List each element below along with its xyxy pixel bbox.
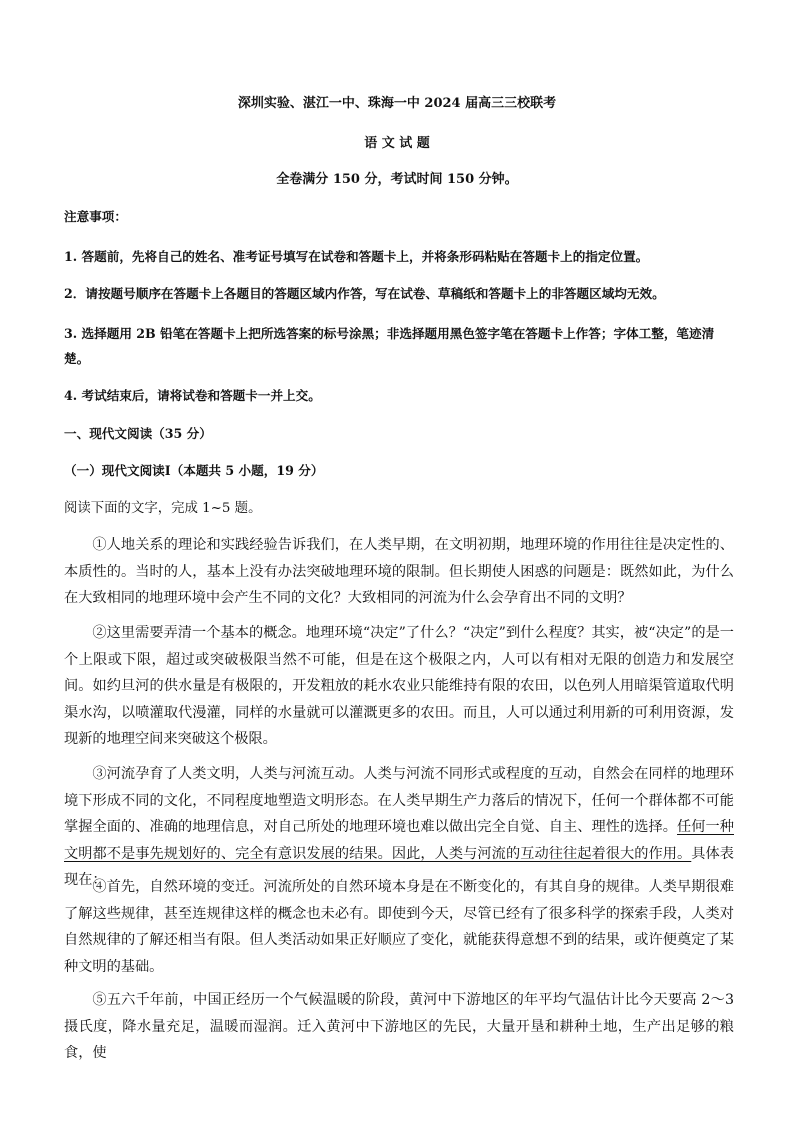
exam-title: 深圳实验、湛江一中、珠海一中 2024 届高三三校联考 [237, 96, 557, 111]
notice-item-2: 2．请按题号顺序在答题卡上各题目的答题区域内作答，写在试卷、草稿纸和答题卡上的非答题区域均无效。 [64, 286, 665, 301]
notice-item-1: 1. 答题前，先将自己的姓名、准考证号填写在试卷和答题卡上，并将条形码粘贴在答题卡上的指定位置。 [64, 249, 649, 264]
notice-item-3: 3. 选择题用 2B 铅笔在答题卡上把所选答案的标号涂黑；非选择题用黑色签字笔在答题卡上作答；字体工整，笔迹清楚。 [64, 326, 715, 366]
score-time-info: 全卷满分 150 分，考试时间 150 分钟。 [276, 172, 518, 187]
subsection-title: （一）现代文阅读Ⅰ（本题共 5 小题，19 分） [64, 463, 324, 478]
reading-instruction: 阅读下面的文字，完成 1~5 题。 [64, 501, 262, 516]
passage-paragraph-2: ②这里需要弄清一个基本的概念。地理环境“决定”了什么？“决定”到什么程度？其实，被“决定”的是一个上限或下限，超过或突破极限当然不可能，但是在这个极限之内，人可以有相对无限的创造力和发展空间。如约旦河的供水量是有极限的，开发粗放的耗水农业只能维持有限的农田，以色列人用暗渠管道取代明渠水沟，以喷灌取代漫灌，同样的水量就可以灌溉更多的农田。而且，人可以通过利用新的可利用资源，发现新的地理空间来突破这个极限。 [64, 625, 734, 747]
subject-title: 语 文 试 题 [364, 136, 430, 151]
paragraph-3-tail: 具体表现在： [64, 845, 734, 888]
underlined-sentence: 任何一种文明都不是事先规划好的、完全有意识发展的结果。因此，人类与河流的互动往往起着很大的作用。 [64, 819, 734, 862]
notice-item-4: 4. 考试结束后，请将试卷和答题卡一并上交。 [64, 388, 321, 403]
passage-paragraph-5: ⑤五六千年前，中国正经历一个气候温暖的阶段，黄河中下游地区的年平均气温估计比今天要高 2～3 摄氏度，降水量充足，温暖而湿润。迁入黄河中下游地区的先民，大量开垦和耕种土地，生产出足够的粮食，使 [64, 992, 734, 1061]
passage-paragraph-4: ④首先，自然环境的变迁。河流所处的自然环境本身是在不断变化的，有其自身的规律。人类早期很难了解这些规律，甚至连规律这样的概念也未必有。即使到今天，尽管已经有了很多科学的探索手段，人类对自然规律的了解还相当有限。但人类活动如果正好顺应了变化，就能获得意想不到的结果，或许便奠定了某种文明的基础。 [64, 879, 734, 975]
passage-paragraph-1: ①人地关系的理论和实践经验告诉我们，在人类早期，在文明初期，地理环境的作用往往是决定性的、本质性的。当时的人，基本上没有办法突破地理环境的限制。但长期使人困惑的问题是：既然如此，为什么在大致相同的地理环境中会产生不同的文化？大致相同的河流为什么会孕育出不同的文明？ [64, 537, 734, 606]
paragraph-3-text: ③河流孕育了人类文明，人类与河流互动。人类与河流不同形式或程度的互动，自然会在同样的地理环境下形成不同的文化，不同程度地塑造文明形态。在人类早期生产力落后的情况下，任何一个群体都不可能掌握全面的、准确的地理信息，对自己所处的地理环境也难以做出完全自觉、自主、理性的选择。 [64, 766, 734, 835]
section-title: 一、现代文阅读（35 分） [64, 426, 212, 441]
notice-heading: 注意事项： [64, 209, 127, 224]
